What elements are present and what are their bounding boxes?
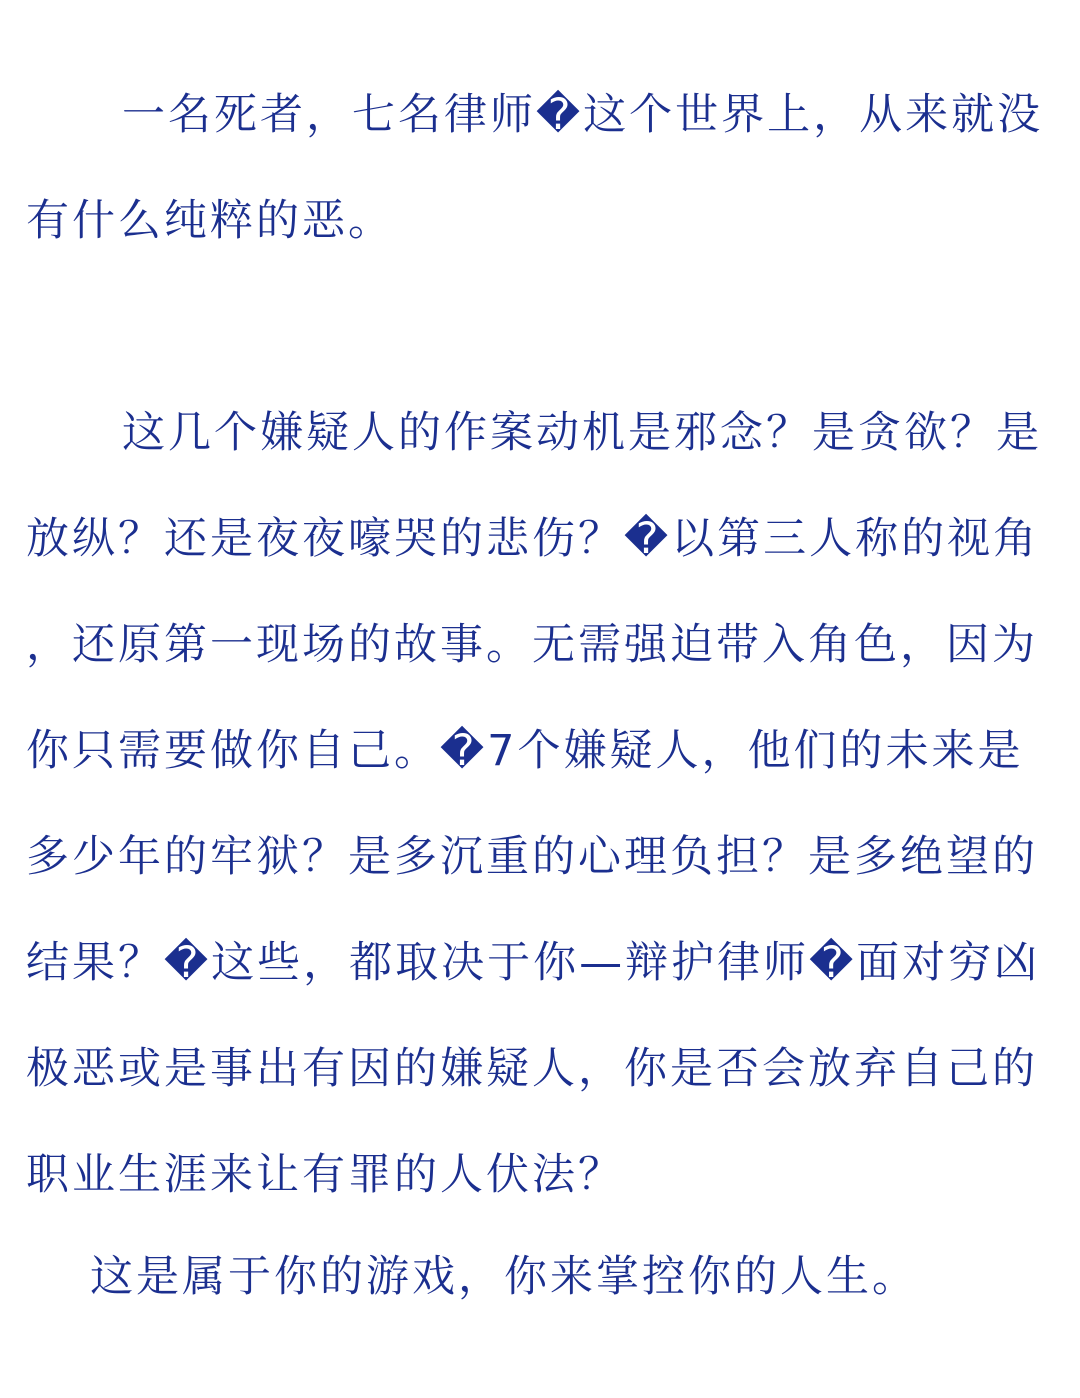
paragraph-2-line-5: 多少年的牢狱？是多沉重的心理负担？是多绝望的 xyxy=(26,832,1038,882)
paragraph-2-line-8: 职业生涯来让有罪的人伏法？ xyxy=(26,1150,624,1200)
paragraph-2-line-6: 结果？�这些，都取决于你—辩护律师�面对穷凶 xyxy=(26,938,1041,988)
paragraph-2-line-3: ，还原第一现场的故事。无需强迫带入角色，因为 xyxy=(26,620,1038,670)
paragraph-1-line-2: 有什么纯粹的恶。 xyxy=(26,196,394,246)
paragraph-2-line-1: 这几个嫌疑人的作案动机是邪念？是贪欲？是 xyxy=(122,408,1042,458)
paragraph-2-line-4: 你只需要做你自己。�7个嫌疑人，他们的未来是 xyxy=(26,726,1024,776)
paragraph-3-line-1: 这是属于你的游戏，你来掌控你的人生。 xyxy=(90,1252,918,1302)
paragraph-2-line-2: 放纵？还是夜夜嚎哭的悲伤？�以第三人称的视角 xyxy=(26,514,1040,564)
paragraph-2-line-7: 极恶或是事出有因的嫌疑人，你是否会放弃自己的 xyxy=(26,1044,1038,1094)
paragraph-1-line-1: 一名死者，七名律师�这个世界上，从来就没 xyxy=(122,90,1044,140)
